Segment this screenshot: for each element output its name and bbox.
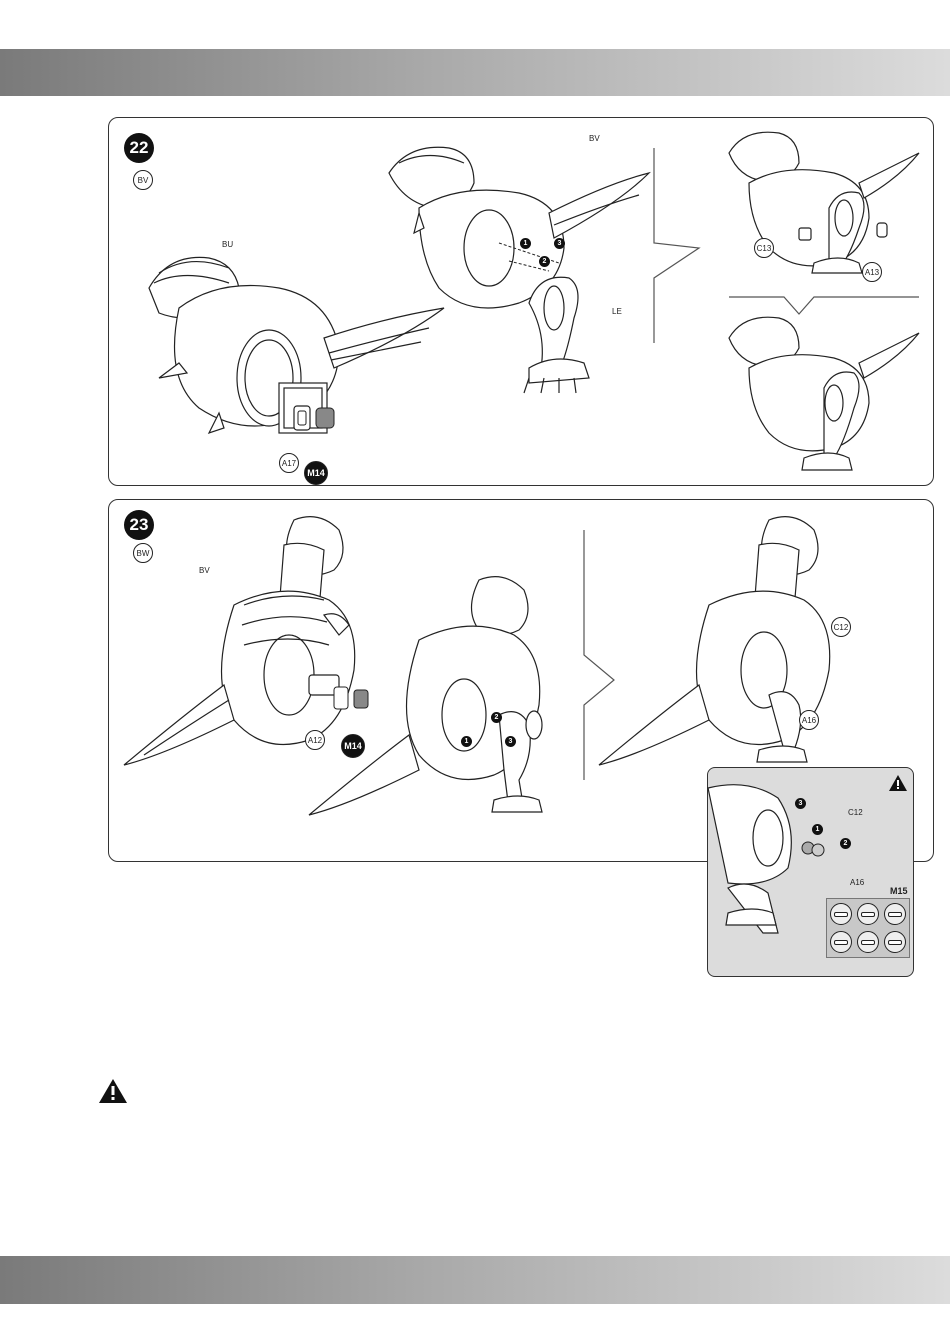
- section-divider: [639, 148, 709, 348]
- inset-seq-3: 3: [795, 798, 806, 809]
- part-a13-badge: A13: [862, 262, 882, 282]
- m15-part: [856, 929, 881, 955]
- detail-inset: [707, 767, 914, 977]
- part-a12-badge: A12: [305, 730, 325, 750]
- part-a16-badge: A16: [799, 710, 819, 730]
- warning-triangle-icon: [98, 1078, 128, 1104]
- warning-triangle-icon: [888, 774, 908, 792]
- step-number: 22: [124, 133, 154, 163]
- part-m14-badge: M14: [304, 461, 328, 485]
- label-bu: BU: [222, 240, 234, 249]
- m15-parts-grid: [826, 898, 910, 958]
- footer-band: [0, 1256, 950, 1304]
- step-22-panel: [108, 117, 934, 486]
- m15-title: M15: [890, 886, 908, 896]
- part-a17-badge: A17: [279, 453, 299, 473]
- part-c13-badge: C13: [754, 238, 774, 258]
- part-m14-badge: M14: [341, 734, 365, 758]
- m15-part: [856, 901, 881, 927]
- m15-part: [882, 929, 907, 955]
- part-c12-badge: C12: [831, 617, 851, 637]
- sheet-badge: BV: [133, 170, 153, 190]
- seq-2: 2: [539, 256, 550, 267]
- header-band: [0, 49, 950, 96]
- step-number: 23: [124, 510, 154, 540]
- dinosaur-leg-assembly-illustration: [379, 133, 649, 403]
- m15-part: [829, 901, 854, 927]
- seq-3: 3: [505, 736, 516, 747]
- dinosaur-assembled-illustration: [589, 505, 869, 795]
- inset-c12-label: C12: [848, 808, 863, 817]
- seq-1: 1: [520, 238, 531, 249]
- dinosaur-leg-attached-illustration: [719, 308, 924, 483]
- m15-part: [829, 929, 854, 955]
- label-bv: BV: [199, 566, 210, 575]
- label-le: LE: [612, 307, 622, 316]
- seq-2: 2: [491, 712, 502, 723]
- inset-seq-2: 2: [840, 838, 851, 849]
- sheet-badge: BW: [133, 543, 153, 563]
- inset-a16-label: A16: [850, 878, 865, 887]
- parts-a17-m14-illustration: [289, 403, 349, 443]
- inset-seq-1: 1: [812, 824, 823, 835]
- inset-dinosaur-detail-illustration: [708, 768, 828, 968]
- label-bv: BV: [589, 134, 600, 143]
- dinosaur-with-leg-illustration: [299, 565, 569, 855]
- m15-part: [882, 901, 907, 927]
- dinosaur-leg-detail-illustration: [719, 123, 924, 288]
- seq-1: 1: [461, 736, 472, 747]
- seq-3: 3: [554, 238, 565, 249]
